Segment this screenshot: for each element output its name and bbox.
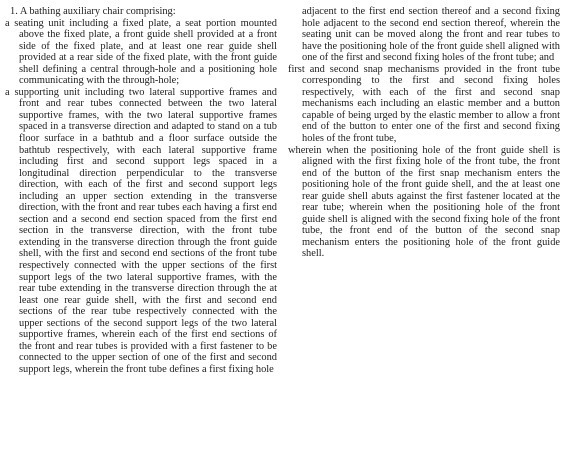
claim-element-snap-mechanisms: first and second snap mechanisms provided in the front tube corresponding to the first and second fixing holes respectively, with each of the first and second snap mechanisms each including an elastic member and a button capable of being urged by the elastic member to allow a front end of the button to enter one of the first and second fixing holes of the front tube,: [288, 63, 560, 145]
claim-element-wherein-clause: wherein when the positioning hole of the front guide shell is aligned with the first fixing hole of the front tube, the front end of the button of the first snap mechanism enters the positioning hole of the front guide shell, and the at least one rear guide shell abuts against the first fastener located at the rear tube; wherein when the positioning hole of the front guide shell is aligned with the second fixing hole of the front tube, the front end of the button of the second snap mechanism enters the positioning hole of the front guide shell.: [288, 144, 560, 260]
left-column: [5, 6, 277, 376]
claim-element-supporting-unit: a supporting unit including two lateral supportive frames and front and rear tubes connected between the two lateral supportive frames, with the two lateral supportive frames spaced in a transverse direction and adapted to stand on a tub floor surface in a bathtub and a floor surface outside the bathtub respectively, with each lateral supportive frame including first and second support legs spaced in a longitudinal direction perpendicular to the transverse direction, with each of the first and second support legs including an upper section extending in the transverse direction, with the front and rear tubes each having a first end section and a second end section spaced from the first end section in the transverse direction, with the front tube extending in the transverse direction through the front guide shell, with the first and second end sections of the front tube respectively connected with the upper sections of the first support legs of the two lateral supportive frames, with the rear tube extending in the transverse direction through the at least one rear guide shell, with the first and second end sections of the rear tube respectively connected with the upper sections of the second support legs of the two lateral supportive frames, wherein each of the first end sections of the front and rear tubes is provided with a first fastener to be connected to the upper section of one of the first and second support legs, wherein the front tube defines a first fixing hole: [5, 86, 277, 375]
claim-element-seating-unit: a seating unit including a fixed plate, a seat portion mounted above the fixed plate, a front guide shell provided at a front side of the fixed plate, and at least one rear guide shell provided at a rear side of the fixed plate, with the front guide shell defining a central through-hole and a positioning hole communicating with the through-hole;: [5, 17, 277, 87]
claim-element-continuation: adjacent to the first end section thereof and a second fixing hole adjacent to the second end section thereof, wherein the seating unit can be moved along the front and rear tubes to have the positioning hole of the front guide shell aligned with one of the first and second fixing holes of the front tube; and: [302, 6, 560, 64]
claim-preamble: 1. A bathing auxiliary chair comprising:: [10, 6, 176, 17]
right-column: [288, 6, 560, 260]
